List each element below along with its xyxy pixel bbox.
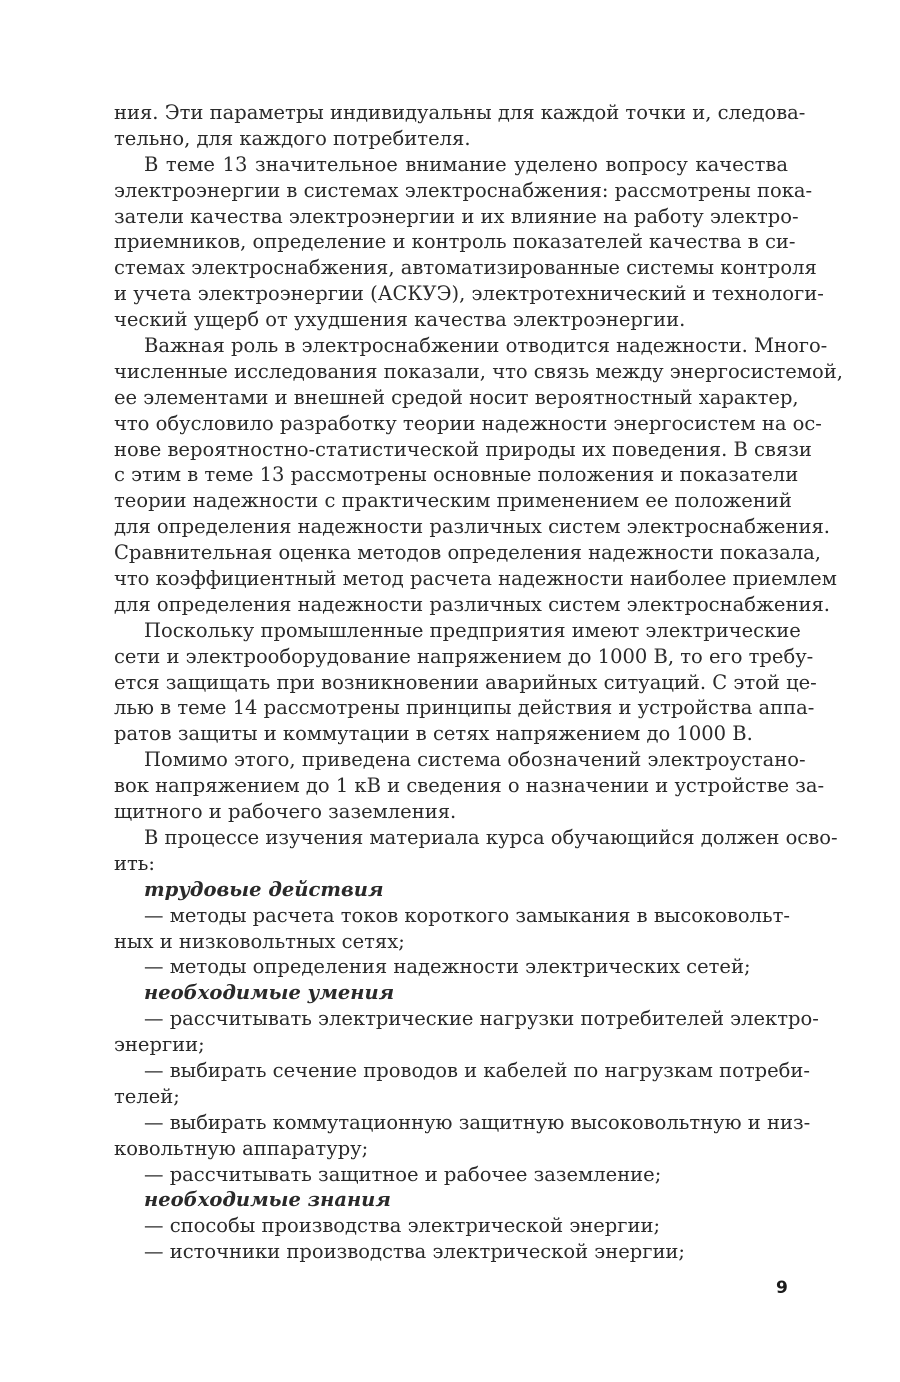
text-line: и учета электроэнергии (АСКУЭ), электротехнический и технологи- <box>114 282 824 306</box>
text-line: ратов защиты и коммутации в сетях напряжением до 1000 В. <box>114 722 753 746</box>
text-line: ния. Эти параметры индивидуальны для каждой точки и, следова- <box>114 101 806 124</box>
paragraph <box>114 825 838 877</box>
section-heading <box>114 980 788 1006</box>
section-heading <box>114 877 788 903</box>
text-line: Поскольку промышленные предприятия имеют электрические <box>144 618 801 642</box>
paragraph <box>114 1162 788 1188</box>
text-line: сети и электрооборудование напряжением до 1000 В, то его требу- <box>114 644 814 668</box>
text-line: ковольтную аппаратуру; <box>114 1136 369 1160</box>
paragraph <box>114 1058 810 1110</box>
text-line: что коэффициентный метод расчета надежности наиболее приемлем <box>114 567 837 591</box>
text-line: ческий ущерб от ухудшения качества электроэнергии. <box>114 308 686 332</box>
paragraph <box>114 1006 819 1058</box>
text-line: — методы расчета токов короткого замыкания в высоковольт- <box>144 903 791 927</box>
text-line: ее элементами и внешней средой носит вероятностный характер, <box>114 385 799 409</box>
text-line: щитного и рабочего заземления. <box>114 800 457 824</box>
text-line: ется защищать при возникновении аварийных ситуаций. С этой це- <box>114 670 817 694</box>
paragraph <box>114 1239 788 1265</box>
paragraph <box>114 747 825 825</box>
text-line: для определения надежности различных систем электроснабжения. <box>114 592 830 616</box>
text-line: — рассчитывать защитное и рабочее заземление; <box>144 1162 662 1186</box>
paragraph <box>114 618 817 747</box>
text-line: для определения надежности различных систем электроснабжения. <box>114 515 830 539</box>
paragraph <box>114 1110 811 1162</box>
text-line: — выбирать сечение проводов и кабелей по нагрузкам потреби- <box>144 1058 810 1082</box>
heading-text: необходимые знания <box>144 1188 391 1212</box>
text-line: энергии; <box>114 1033 205 1057</box>
text-line: тельно, для каждого потребителя. <box>114 126 471 150</box>
text-line: приемников, определение и контроль показателей качества в си- <box>114 230 796 254</box>
text-line: затели качества электроэнергии и их влияние на работу электро- <box>114 204 799 228</box>
text-line: Важная роль в электроснабжении отводится надежности. Много- <box>144 334 828 358</box>
text-line: численные исследования показали, что связь между энергосистемой, <box>114 359 843 383</box>
text-line: Помимо этого, приведена система обозначений электроустано- <box>144 748 806 772</box>
text-line: лью в теме 14 рассмотрены принципы действия и устройства аппа- <box>114 696 815 720</box>
page-body <box>114 100 843 1265</box>
text-line: — методы определения надежности электрических сетей; <box>144 955 751 979</box>
text-line: Сравнительная оценка методов определения надежности показала, <box>114 541 821 565</box>
text-line: — рассчитывать электрические нагрузки потребителей электро- <box>144 1007 819 1031</box>
text-line: стемах электроснабжения, автоматизированные системы контроля <box>114 256 817 280</box>
text-line: с этим в теме 13 рассмотрены основные положения и показатели <box>114 463 799 487</box>
text-line: вок напряжением до 1 кВ и сведения о назначении и устройстве за- <box>114 774 825 798</box>
heading-text: необходимые умения <box>144 981 395 1005</box>
section-heading <box>114 1187 788 1213</box>
paragraph <box>114 903 791 955</box>
paragraph-continuation <box>114 100 806 152</box>
text-line: электроэнергии в системах электроснабжения: рассмотрены пока- <box>114 178 813 202</box>
text-line: — способы производства электрической энергии; <box>144 1214 661 1238</box>
paragraph <box>114 333 843 618</box>
paragraph <box>114 954 788 980</box>
paragraph <box>114 152 824 333</box>
text-line: что обусловило разработку теории надежности энергосистем на ос- <box>114 411 822 435</box>
text-line: В процессе изучения материала курса обучающийся должен осво- <box>144 825 838 849</box>
text-line: — выбирать коммутационную защитную высоковольтную и низ- <box>144 1110 811 1134</box>
text-line: ных и низковольтных сетях; <box>114 929 405 953</box>
page-number: 9 <box>776 1278 788 1298</box>
text-line: ить: <box>114 851 155 875</box>
paragraph <box>114 1213 788 1239</box>
text-line: нове вероятностно-статистической природы их поведения. В связи <box>114 437 812 461</box>
text-line: В теме 13 значительное внимание уделено вопросу качества <box>144 152 788 176</box>
text-line: телей; <box>114 1084 180 1108</box>
text-line: теории надежности с практическим применением ее положений <box>114 489 792 513</box>
text-line: — источники производства электрической энергии; <box>144 1240 686 1264</box>
heading-text: трудовые действия <box>144 877 384 901</box>
